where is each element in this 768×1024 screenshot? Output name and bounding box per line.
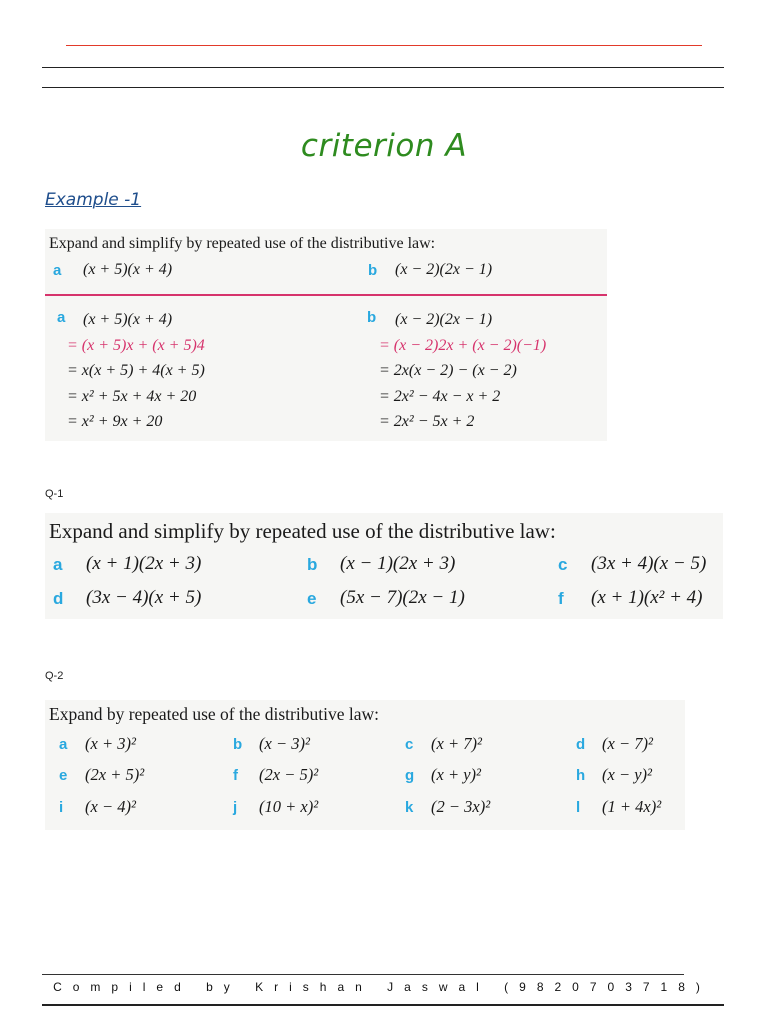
footer-rule-bottom xyxy=(42,1004,724,1006)
header-rule-2 xyxy=(42,87,724,88)
q1-item-label: c xyxy=(558,555,568,574)
q2-item-expression: (10 + x)² xyxy=(259,797,319,816)
solution-step: = (x + 5)x + (x + 5)4 xyxy=(67,336,205,354)
footer-credit: Compiled by Krishan Jaswal (9820703718) xyxy=(53,980,711,994)
q2-item-expression: (2 − 3x)² xyxy=(431,797,491,816)
solution-step: = x² + 5x + 4x + 20 xyxy=(67,387,197,405)
q2-item-label: g xyxy=(405,767,415,784)
solution-step: (x − 2)(2x − 1) xyxy=(395,311,493,328)
q2-instruction: Expand by repeated use of the distributive law: xyxy=(49,704,379,724)
q2-item-expression: (2x + 5)² xyxy=(85,765,145,784)
q2-item-label: j xyxy=(233,799,238,816)
q2-item-label: d xyxy=(576,736,586,753)
q1-item-expression: (5x − 7)(2x − 1) xyxy=(340,587,465,608)
solution-step: = (x − 2)2x + (x − 2)(−1) xyxy=(379,336,547,354)
q2-item-label: b xyxy=(233,736,243,753)
header-red-rule xyxy=(66,45,702,46)
q2-item-expression: (2x − 5)² xyxy=(259,765,319,784)
q2-item-expression: (x + 7)² xyxy=(431,734,482,753)
q2-item-label: i xyxy=(59,799,64,816)
q2-item-expression: (1 + 4x)² xyxy=(602,797,662,816)
q2-item-label: h xyxy=(576,767,586,784)
solution-a-label: a xyxy=(57,309,66,326)
q1-item-expression: (x − 1)(2x + 3) xyxy=(340,553,456,574)
q2-item-expression: (x − 4)² xyxy=(85,797,136,816)
q1-item-expression: (x + 1)(x² + 4) xyxy=(591,587,703,608)
q1-item-expression: (3x − 4)(x + 5) xyxy=(86,587,202,608)
q2-item-label: a xyxy=(59,736,68,753)
q1-item-label: d xyxy=(53,589,64,608)
page-title: criterion A xyxy=(300,128,468,164)
footer-rule-top xyxy=(42,974,684,975)
q2-item-label: f xyxy=(233,767,238,784)
q1-item-expression: (3x + 4)(x − 5) xyxy=(591,553,707,574)
example-problem-b: (x − 2)(2x − 1) xyxy=(395,261,493,278)
q1-item-label: b xyxy=(307,555,318,574)
solution-b-steps xyxy=(379,307,547,435)
example-problem-b-label: b xyxy=(368,262,378,279)
solution-step: = 2x² − 4x − x + 2 xyxy=(379,387,501,405)
q1-item-expression: (x + 1)(2x + 3) xyxy=(86,553,202,574)
solution-step: = 2x(x − 2) − (x − 2) xyxy=(379,362,517,379)
q1-item-label: a xyxy=(53,555,63,574)
example-divider xyxy=(45,294,607,296)
solution-step: = 2x² − 5x + 2 xyxy=(379,413,475,430)
q2-item-label: k xyxy=(405,799,414,816)
solution-a-steps xyxy=(67,307,205,435)
q1-instruction: Expand and simplify by repeated use of the distributive law: xyxy=(49,519,556,543)
q2-item-expression: (x − 3)² xyxy=(259,734,310,753)
q1-item-label: e xyxy=(307,589,317,608)
q1-panel xyxy=(45,513,723,619)
q2-item-label: l xyxy=(576,799,581,816)
q2-item-label: c xyxy=(405,736,414,753)
example-instruction: Expand and simplify by repeated use of the distributive law: xyxy=(49,235,436,252)
q1-item-label: f xyxy=(558,589,564,608)
solution-step: = x² + 9x + 20 xyxy=(67,413,163,430)
header-rule-1 xyxy=(42,67,724,68)
solution-step: = x(x + 5) + 4(x + 5) xyxy=(67,362,205,379)
example-problem-a-label: a xyxy=(53,262,62,279)
q1-label: Q-1 xyxy=(45,488,64,500)
q2-item-label: e xyxy=(59,767,68,784)
solution-b-label: b xyxy=(367,309,377,326)
example-problem-a: (x + 5)(x + 4) xyxy=(83,261,173,278)
q2-label: Q-2 xyxy=(45,670,64,682)
q2-item-expression: (x − y)² xyxy=(602,765,652,784)
solution-step: (x + 5)(x + 4) xyxy=(83,311,173,328)
q2-panel xyxy=(45,700,685,830)
q2-item-expression: (x + 3)² xyxy=(85,734,136,753)
q2-item-expression: (x − 7)² xyxy=(602,734,653,753)
q2-item-expression: (x + y)² xyxy=(431,765,481,784)
example-panel xyxy=(45,229,607,441)
example-label: Example -1 xyxy=(45,190,142,210)
